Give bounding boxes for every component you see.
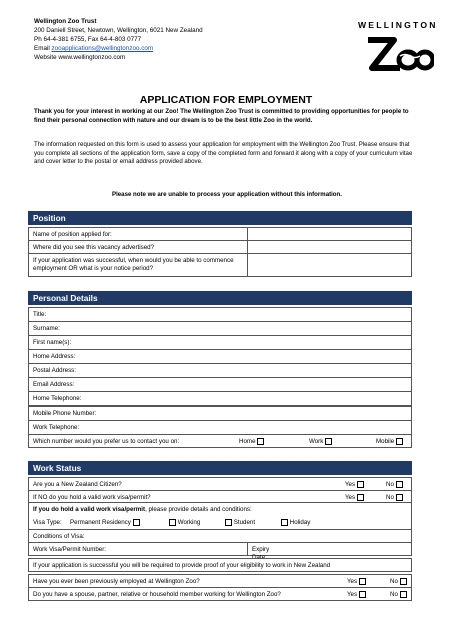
org-name: Wellington Zoo Trust xyxy=(34,18,97,25)
contact-preference-label: Which number would you prefer us to contact you on: xyxy=(33,438,180,445)
page-title: APPLICATION FOR EMPLOYMENT xyxy=(139,94,313,106)
personal-row-label: Email Address: xyxy=(33,381,75,388)
visa-yes-checkbox[interactable] xyxy=(357,494,364,501)
contact-header xyxy=(34,17,203,62)
relative-row xyxy=(28,587,412,601)
prev-no-option[interactable] xyxy=(390,578,407,586)
relative-label: Do you have a spouse, partner, relative or household member working for Wellington Zoo? xyxy=(33,591,281,598)
prev-yes-option[interactable] xyxy=(347,578,366,586)
visa-working-option[interactable] xyxy=(169,519,200,527)
contact-mobile-checkbox[interactable] xyxy=(396,438,403,445)
section-personal-heading: Personal Details xyxy=(28,291,412,305)
email-label: Email xyxy=(34,45,52,52)
personal-row-label: Mobile Phone Number: xyxy=(33,410,97,417)
citizen-no-option[interactable] xyxy=(386,481,403,489)
visa-permanent-label: Permanent Residency xyxy=(70,519,131,527)
intro-paragraph: The information requested on this form is used to assess your application for employment with the Wellington Zoo Trust. Please ensure that you complete all sections of the application form, save a copy of the completed form and forward it along with a copy of your curriculum vitae and cover letter to the postal or email address provided above. xyxy=(34,141,413,166)
contact-home-checkbox[interactable] xyxy=(257,438,264,445)
proof-note-row xyxy=(28,558,412,572)
visa-no-label: No xyxy=(386,494,394,502)
permit-row[interactable] xyxy=(28,542,412,561)
relative-yes-label: Yes xyxy=(347,591,358,599)
proof-note: If your application is successful you will be required to provide proof of your eligibility to work in New Zealand xyxy=(33,562,331,569)
start-date-field[interactable] xyxy=(247,254,248,276)
logo-wordmark-top: WELLINGTON xyxy=(358,20,438,30)
previous-employment-row xyxy=(28,574,412,588)
relative-no-checkbox[interactable] xyxy=(400,591,407,598)
visa-student-option[interactable] xyxy=(225,519,255,527)
personal-row-label: First name(s): xyxy=(33,339,72,346)
personal-row-label: Home Address: xyxy=(33,353,76,360)
visa-yes-option[interactable] xyxy=(345,494,364,502)
personal-row[interactable] xyxy=(28,349,412,364)
visa-no-option[interactable] xyxy=(386,494,403,502)
contact-home-option[interactable] xyxy=(239,438,264,446)
vacancy-source-field[interactable] xyxy=(247,241,248,253)
visa-label: If NO do you hold a valid work visa/permit? xyxy=(33,494,151,501)
visa-student-label: Student xyxy=(233,519,256,527)
contact-mobile-label: Mobile xyxy=(376,438,395,446)
visa-details-label xyxy=(33,506,252,514)
visa-no-checkbox[interactable] xyxy=(396,494,403,501)
personal-row-label: Title: xyxy=(33,311,47,318)
visa-details-bold: If you do hold a valid work visa/permit xyxy=(33,506,146,513)
visa-holiday-label: Holiday xyxy=(289,519,311,527)
visa-holiday-option[interactable] xyxy=(281,519,310,527)
visa-working-label: Working xyxy=(177,519,201,527)
citizen-yes-option[interactable] xyxy=(345,481,364,489)
citizen-row xyxy=(28,477,412,491)
section-work-heading: Work Status xyxy=(28,461,412,475)
relative-no-option[interactable] xyxy=(390,591,407,599)
personal-row[interactable] xyxy=(28,377,412,392)
personal-row-label: Surname: xyxy=(33,325,60,332)
relative-yes-option[interactable] xyxy=(347,591,366,599)
personal-row[interactable] xyxy=(28,406,412,421)
position-name-label: Name of position applied for: xyxy=(33,231,112,238)
visa-type-label: Visa Type: xyxy=(33,519,62,526)
vacancy-source-label: Where did you see this vacancy advertised? xyxy=(33,244,155,251)
org-email-line xyxy=(34,44,203,53)
visa-permanent-checkbox[interactable] xyxy=(133,519,140,526)
personal-row-label: Postal Address: xyxy=(33,367,76,374)
personal-row[interactable] xyxy=(28,363,412,378)
visa-conditions-label: Conditions of Visa: xyxy=(33,533,85,540)
permit-number-label: Work Visa/Permit Number: xyxy=(33,546,107,553)
prev-no-label: No xyxy=(390,578,398,586)
org-address: 200 Daniell Street, Newtown, Wellington, 6021 New Zealand xyxy=(34,27,203,34)
vacancy-source-row[interactable] xyxy=(28,240,412,254)
visa-student-checkbox[interactable] xyxy=(225,519,232,526)
contact-preference-row xyxy=(28,434,412,448)
personal-row[interactable] xyxy=(28,321,412,336)
visa-working-checkbox[interactable] xyxy=(169,519,176,526)
visa-yes-label: Yes xyxy=(345,494,356,502)
personal-row-label: Home Telephone: xyxy=(33,395,82,402)
prev-yes-checkbox[interactable] xyxy=(359,578,366,585)
intro-note: Please note we are unable to process your application without this information. xyxy=(112,191,342,198)
section-position-heading: Position xyxy=(28,211,412,225)
visa-permanent-option[interactable] xyxy=(70,519,140,527)
org-website: Website www.wellingtonzoo.com xyxy=(34,54,126,61)
contact-mobile-option[interactable] xyxy=(376,438,403,446)
expiry-label: Expiry Date: xyxy=(252,546,270,561)
previous-employment-label: Have you ever been previously employed at Wellington Zoo? xyxy=(33,578,200,585)
start-date-row[interactable] xyxy=(28,253,412,277)
citizen-label: Are you a New Zealand Citizen? xyxy=(33,481,122,488)
citizen-yes-label: Yes xyxy=(345,481,356,489)
expiry-cell[interactable] xyxy=(247,543,270,561)
position-name-row[interactable] xyxy=(28,227,412,241)
personal-row[interactable] xyxy=(28,391,412,406)
citizen-no-checkbox[interactable] xyxy=(396,481,403,488)
personal-row[interactable] xyxy=(28,335,412,350)
prev-yes-label: Yes xyxy=(347,578,358,586)
personal-row-label: Work Telephone: xyxy=(33,424,80,431)
contact-work-label: Work xyxy=(309,438,324,446)
personal-row[interactable] xyxy=(28,420,412,435)
position-name-field[interactable] xyxy=(247,228,248,240)
visa-details-rest: , please provide details and conditions: xyxy=(145,506,252,513)
visa-details-row xyxy=(28,502,412,530)
email-link[interactable]: zooapplications@wellingtonzoo.com xyxy=(51,45,154,52)
visa-conditions-row[interactable] xyxy=(28,529,412,543)
personal-row[interactable] xyxy=(28,307,412,322)
visa-holiday-checkbox[interactable] xyxy=(281,519,288,526)
wellington-zoo-logo xyxy=(358,20,438,78)
contact-home-label: Home xyxy=(239,438,256,446)
citizen-no-label: No xyxy=(386,481,394,489)
relative-yes-checkbox[interactable] xyxy=(359,591,366,598)
intro-bold: Thank you for your interest in working at our Zoo! The Wellington Zoo Trust is committed to providing opportunities for people to find their personal connection with nature and our dream is to be the best little Zoo in the world. xyxy=(34,108,409,124)
contact-work-checkbox[interactable] xyxy=(325,438,332,445)
contact-work-option[interactable] xyxy=(309,438,332,446)
org-phone: Ph 64-4-381 6755, Fax 64-4-803 0777 xyxy=(34,36,142,43)
prev-no-checkbox[interactable] xyxy=(400,578,407,585)
citizen-yes-checkbox[interactable] xyxy=(357,481,364,488)
zoo-logo-graphic xyxy=(364,34,434,76)
relative-no-label: No xyxy=(390,591,398,599)
start-date-label: If your application was successful, when would you be able to commence employment OR what is your notice period? xyxy=(33,257,234,272)
